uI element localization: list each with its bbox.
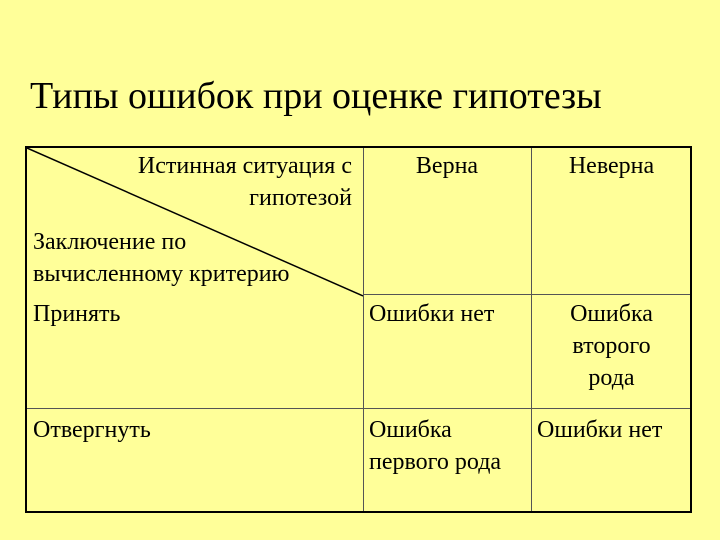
corner-header-bottom — [33, 226, 290, 290]
column-header-true: Верна — [415, 153, 479, 179]
cell-line: второго — [572, 333, 651, 359]
column-header-false: Неверна — [568, 153, 655, 179]
slide-title: Типы ошибок при оценке гипотезы — [30, 75, 602, 117]
corner-bottom-line-2: вычисленному критерию — [33, 261, 290, 287]
cell-line: первого рода — [369, 449, 502, 475]
cell-accept-false — [531, 298, 692, 394]
corner-bottom-line-1: Заключение по — [33, 229, 187, 255]
row-divider-body — [27, 408, 690, 409]
row-label-accept: Принять — [33, 301, 121, 327]
corner-header-top — [138, 150, 352, 214]
cell-line: Ошибки нет — [369, 301, 495, 327]
row-divider-header — [363, 294, 690, 295]
cell-line: Ошибки нет — [537, 417, 663, 443]
row-label-reject: Отвергнуть — [33, 417, 151, 443]
corner-top-line-1: Истинная ситуация с — [137, 153, 352, 179]
error-types-table — [25, 146, 692, 513]
cell-line: Ошибка — [570, 301, 653, 327]
cell-reject-false — [537, 414, 662, 446]
cell-reject-true — [369, 414, 501, 478]
cell-line: Ошибка — [369, 417, 452, 443]
corner-top-line-2: гипотезой — [249, 185, 352, 211]
cell-accept-true — [369, 298, 494, 330]
column-divider-1 — [363, 148, 364, 511]
cell-line: рода — [588, 365, 635, 391]
